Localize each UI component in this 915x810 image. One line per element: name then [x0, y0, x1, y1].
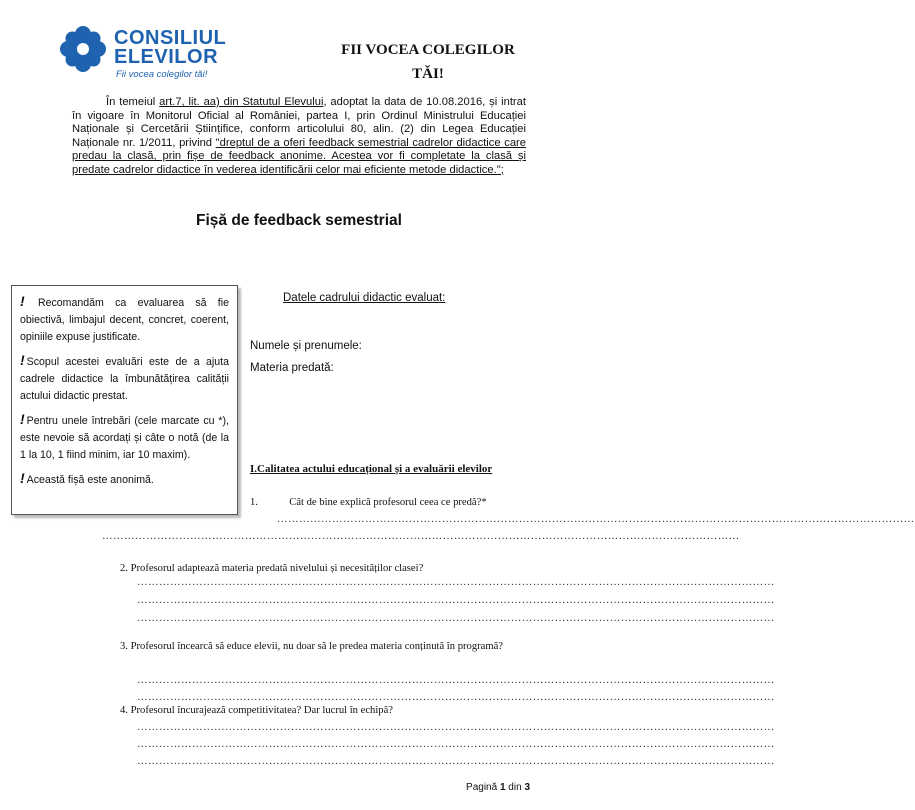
intro-paragraph — [72, 96, 526, 177]
answer-line[interactable]: ………………………………………………………………………………………………………………………………………………………… — [137, 675, 775, 686]
notice-box — [11, 285, 238, 515]
notice-item — [20, 293, 229, 346]
question-number: 1. — [250, 497, 258, 508]
intro-part1: În temeiul — [106, 96, 160, 108]
subject-field[interactable]: Materia predată: — [250, 362, 334, 374]
answer-line[interactable]: ………………………………………………………………………………………………………………………………………………………… — [137, 739, 775, 750]
answer-line[interactable]: ………………………………………………………………………………………………………………………………………………………… — [137, 577, 775, 588]
page-total: 3 — [524, 782, 530, 793]
exclamation-icon: ! — [20, 470, 25, 486]
question-2 — [120, 560, 423, 578]
exclamation-icon: ! — [20, 352, 25, 368]
council-logo — [60, 22, 227, 84]
intro-part3: , adoptat la data de 10.08.2016, și intrat în vigoare în Monitorul Oficial al României, partea I, prin Ordinul Ministrului Educației Naționale și Cercetării Științifice, conform articolului 80, alin. (2) din Legea Educației Naționale nr. 1/2011, privind — [72, 96, 526, 149]
exclamation-icon: ! — [20, 293, 25, 309]
notice-text: Această fișă este anonimă. — [26, 474, 154, 486]
page-label: Pagină — [466, 782, 498, 793]
motto — [328, 38, 528, 86]
answer-line[interactable]: ………………………………………………………………………………………………………………………………………………………… — [137, 756, 775, 767]
question-4 — [120, 702, 393, 720]
answer-line[interactable]: ………………………………………………………………………………………………………………………………………………………… — [277, 514, 915, 525]
question-text: Profesorul încurajează competitivitatea? Dar lucrul în echipă? — [130, 705, 393, 716]
logo-text-line1: CONSILIUL — [114, 27, 227, 49]
question-3 — [120, 638, 520, 656]
exclamation-icon: ! — [20, 411, 25, 427]
question-number: 4. — [120, 705, 128, 716]
notice-text: Pentru unele întrebări (cele marcate cu *), este nevoie să acordați și câte o notă (de la 1 la 10, 1 fiind minim, iar 10 maxim). — [20, 415, 229, 461]
motto-line2: TĂI! — [412, 66, 444, 82]
flower-logo-icon — [60, 26, 106, 72]
question-text: Profesorul adaptează materia predată nivelului și necesităților clasei? — [130, 563, 424, 574]
answer-line[interactable]: ………………………………………………………………………………………………………………………………………………………… — [137, 595, 775, 606]
form-title: Fișă de feedback semestrial — [196, 212, 402, 229]
answer-line[interactable]: ………………………………………………………………………………………………………………………………………………………… — [137, 692, 775, 703]
notice-text: Recomandăm ca evaluarea să fie obiectivă, limbajul decent, concret, coerent, opiniile expuse justificate. — [20, 297, 229, 343]
answer-line[interactable]: ………………………………………………………………………………………………………………………………………………………… — [137, 613, 775, 624]
quoted-right: "dreptul de a oferi feedback semestrial cadrelor didactice care predau la clasă, prin fișe de feedback anonime. Acestea vor fi completate la clasă și predate cadrelor didactice în vederea identificării celor mai eficiente metode didactice."; — [72, 136, 526, 176]
logo-tagline: Fii vocea colegilor tăi! — [116, 69, 208, 80]
question-number: 2. — [120, 563, 128, 574]
page-number — [466, 782, 530, 793]
teacher-name-field[interactable]: Numele și prenumele: — [250, 340, 362, 352]
logo-text-line2: ELEVILOR — [114, 46, 219, 68]
notice-item — [20, 470, 229, 489]
question-number: 3. — [120, 641, 128, 652]
page-of: din — [508, 782, 522, 793]
answer-line[interactable]: ………………………………………………………………………………………………………………………………………………………… — [137, 722, 775, 733]
notice-item — [20, 352, 229, 405]
notice-text: Scopul acestei evaluări este de a ajuta cadrele didactice la îmbunătățirea calității actului didactic prestat. — [20, 356, 229, 402]
section-title: I.Calitatea actului educațional și a evaluării elevilor — [250, 463, 493, 475]
page-current: 1 — [499, 782, 506, 793]
question-1 — [250, 494, 487, 512]
notice-item — [20, 411, 229, 464]
answer-line[interactable]: ………………………………………………………………………………………………………………………………………………………… — [102, 531, 740, 542]
teacher-data-heading: Datele cadrului didactic evaluat: — [283, 292, 446, 304]
question-text: Profesorul încearcă să educe elevii, nu doar să le predea materia conținută în programă? — [130, 641, 503, 652]
motto-line1: FII VOCEA COLEGILOR — [341, 42, 515, 58]
question-text: Cât de bine explică profesorul ceea ce predă?* — [289, 497, 487, 508]
statute-reference: art.7, lit. aa) din Statutul Elevului — [159, 96, 324, 108]
